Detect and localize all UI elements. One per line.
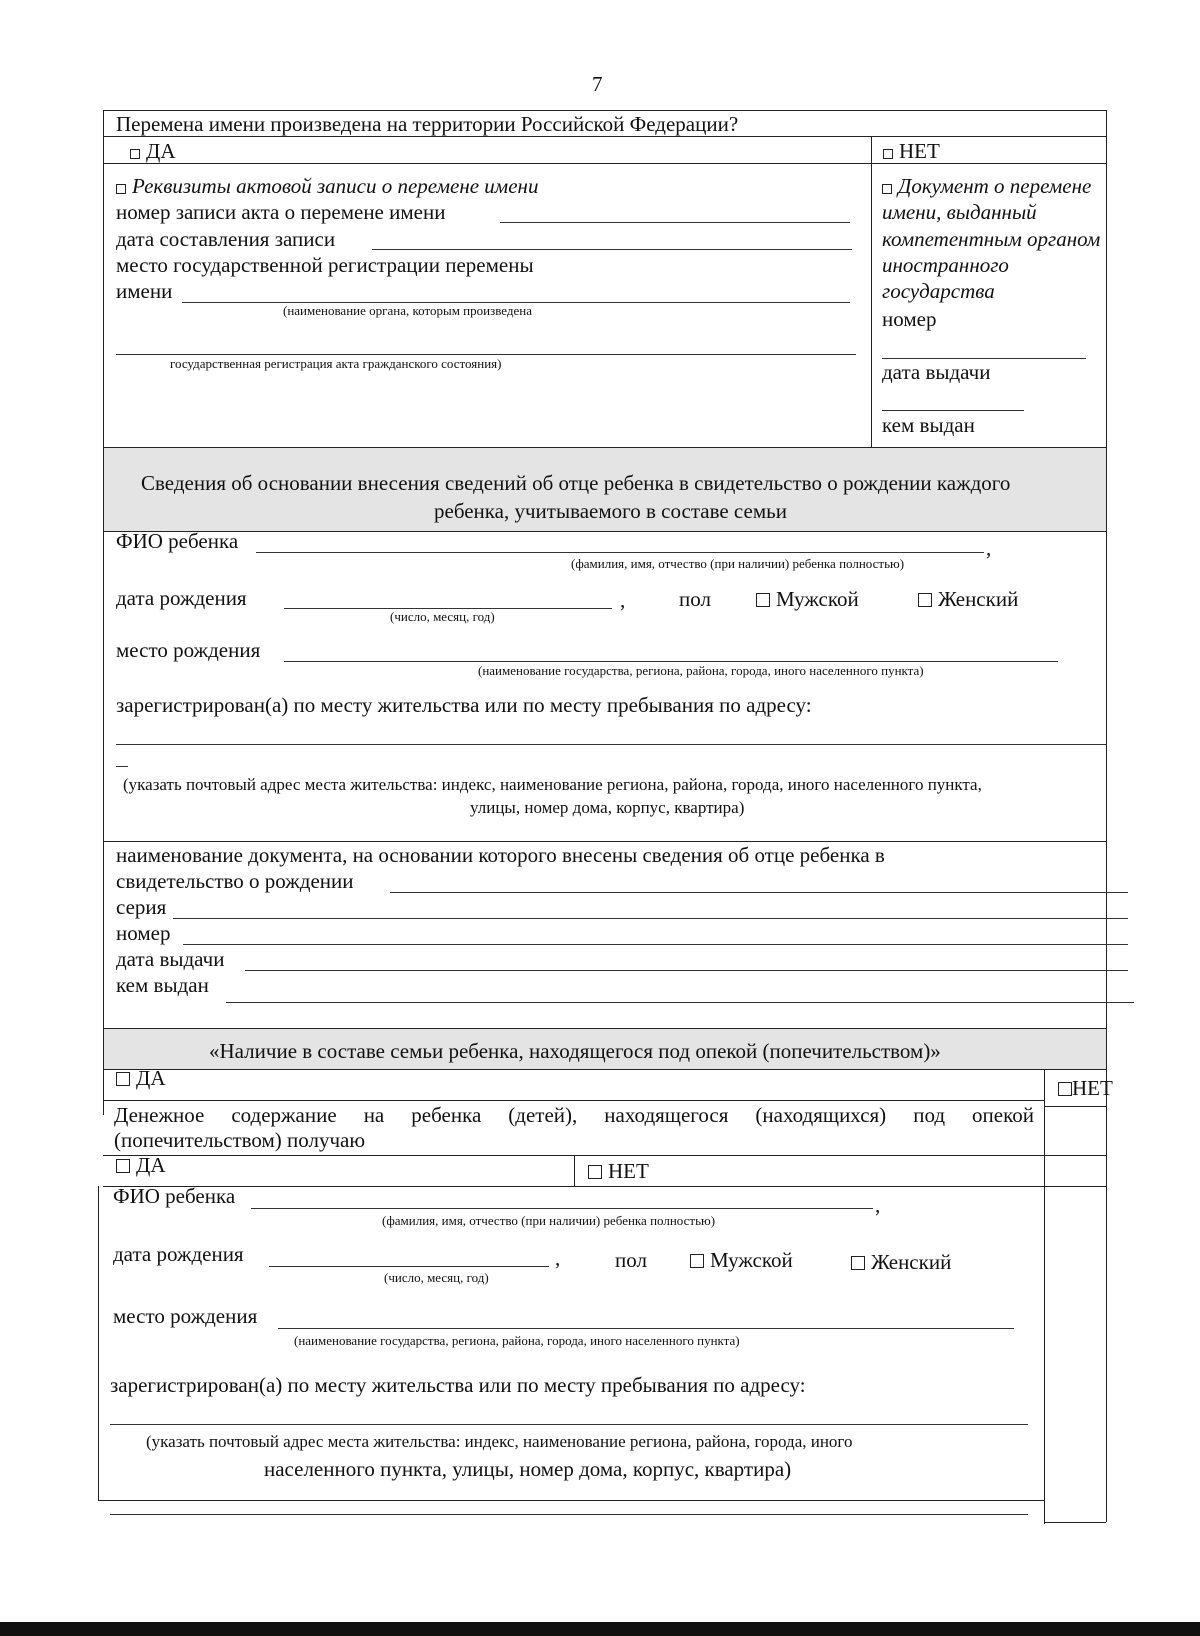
checkbox-icon[interactable] xyxy=(756,593,770,607)
male-label: Мужской xyxy=(776,587,859,611)
record-number-field[interactable] xyxy=(500,222,850,223)
foreign-doc-date-label: дата выдачи xyxy=(882,360,991,384)
doc-name-label-cont: свидетельство о рождении xyxy=(116,869,354,893)
no-label: НЕТ xyxy=(899,139,940,163)
ward-sex-male-option[interactable] xyxy=(690,1248,793,1272)
checkbox-icon[interactable] xyxy=(1058,1082,1072,1096)
reg-place-label: место государственной регистрации перемены xyxy=(116,253,534,277)
address-field[interactable] xyxy=(116,744,1106,745)
doc-series-field[interactable] xyxy=(173,918,1128,919)
ward-birth-place-hint: (наименование государства, региона, района, города, иного населенного пункта) xyxy=(294,1333,740,1348)
foreign-doc-option[interactable] xyxy=(882,174,1091,198)
ward-birth-date-label: дата рождения xyxy=(113,1242,244,1266)
foreign-doc-title: государства xyxy=(882,279,995,303)
birth-date-label: дата рождения xyxy=(116,586,247,610)
female-label: Женский xyxy=(938,587,1019,611)
checkbox-icon[interactable] xyxy=(882,184,892,194)
yes-label: ДА xyxy=(136,1153,166,1177)
ward-name-label: ФИО ребенка xyxy=(113,1184,236,1208)
reg-place-hint: (наименование органа, которым произведена xyxy=(283,303,532,318)
reg-place-field-2[interactable] xyxy=(116,354,856,355)
comma: , xyxy=(986,536,992,560)
doc-issue-date-label: дата выдачи xyxy=(116,947,225,971)
doc-series-label: серия xyxy=(116,895,167,919)
ward-sex-female-option[interactable] xyxy=(851,1250,951,1274)
doc-issue-date-field[interactable] xyxy=(245,970,1128,971)
foreign-doc-number-field[interactable] xyxy=(882,358,1086,359)
comma: , xyxy=(620,588,626,612)
allowance-yes-option[interactable] xyxy=(116,1153,166,1177)
table-border xyxy=(98,1500,1044,1501)
birth-place-label: место рождения xyxy=(116,638,261,662)
table-border xyxy=(103,110,104,1115)
table-border xyxy=(574,1155,575,1186)
section3-header: «Наличие в составе семьи ребенка, находящегося под опекой (попечительством)» xyxy=(209,1039,941,1063)
ward-registered-label: зарегистрирован(а) по месту жительства или по месту пребывания по адресу: xyxy=(110,1373,806,1397)
comma: , xyxy=(875,1193,881,1217)
birth-place-field[interactable] xyxy=(284,661,1058,662)
child-name-label: ФИО ребенка xyxy=(116,529,239,553)
ward-sex-label: пол xyxy=(615,1248,647,1272)
record-details-option[interactable] xyxy=(116,174,538,198)
birth-place-hint: (наименование государства, региона, района, города, иного населенного пункта) xyxy=(478,663,924,678)
reg-place-hint-2: государственная регистрация акта гражданского состояния) xyxy=(170,356,502,371)
doc-number-field[interactable] xyxy=(183,944,1128,945)
table-border xyxy=(98,1186,99,1500)
table-border xyxy=(1044,1106,1106,1107)
checkbox-icon[interactable] xyxy=(130,149,140,159)
doc-name-field[interactable] xyxy=(390,892,1128,893)
record-number-label: номер записи акта о перемене имени xyxy=(116,200,446,224)
doc-number-label: номер xyxy=(116,921,171,945)
female-label: Женский xyxy=(871,1250,952,1274)
foreign-doc-title: компетентным органом xyxy=(882,227,1101,251)
checkbox-icon[interactable] xyxy=(116,184,126,194)
table-border xyxy=(871,136,872,447)
ward-birth-place-field[interactable] xyxy=(278,1328,1014,1329)
foreign-doc-title: иностранного xyxy=(882,253,1009,277)
checkbox-icon[interactable] xyxy=(116,1159,130,1173)
checkbox-icon[interactable] xyxy=(690,1254,704,1268)
record-date-label: дата составления записи xyxy=(116,227,336,251)
guardianship-yes-option[interactable] xyxy=(116,1066,166,1090)
ward-birth-date-hint: (число, месяц, год) xyxy=(384,1270,489,1285)
reg-place-label-cont: имени xyxy=(116,279,173,303)
table-border xyxy=(1044,1069,1045,1524)
doc-issuer-label: кем выдан xyxy=(116,973,209,997)
section2-header-cont: ребенка, учитываемого в составе семьи xyxy=(434,499,787,523)
allowance-question: Денежное содержание на ребенка (детей), находящегося (находящихся) под опекой xyxy=(114,1103,1034,1127)
table-border xyxy=(103,1069,1106,1070)
allowance-question-cont: (попечительством) получаю xyxy=(114,1128,366,1152)
foreign-doc-issuer-label: кем выдан xyxy=(882,413,975,437)
sex-male-option[interactable] xyxy=(756,587,859,611)
yes-label: ДА xyxy=(146,139,176,163)
sex-label: пол xyxy=(679,587,711,611)
registered-label: зарегистрирован(а) по месту жительства или по месту пребывания по адресу: xyxy=(116,693,812,717)
no-label: НЕТ xyxy=(608,1159,649,1183)
ward-address-hint-cont: населенного пункта, улицы, номер дома, корпус, квартира) xyxy=(264,1457,792,1481)
table-border xyxy=(103,136,1106,137)
yes-label: ДА xyxy=(136,1066,166,1090)
birth-date-hint: (число, месяц, год) xyxy=(390,609,495,624)
checkbox-icon[interactable] xyxy=(851,1256,865,1270)
child-name-hint: (фамилия, имя, отчество (при наличии) ребенка полностью) xyxy=(571,556,905,571)
table-border xyxy=(1044,1522,1106,1523)
table-border xyxy=(103,110,1106,111)
ward-address-field-2[interactable] xyxy=(110,1514,1028,1515)
ward-birth-date-field[interactable] xyxy=(269,1266,549,1267)
doc-issuer-field[interactable] xyxy=(226,1002,1134,1003)
ward-address-field[interactable] xyxy=(110,1424,1028,1425)
record-date-field[interactable] xyxy=(372,249,852,250)
foreign-doc-date-field[interactable] xyxy=(882,410,1024,411)
table-border xyxy=(103,531,1106,532)
sex-female-option[interactable] xyxy=(918,587,1018,611)
guardianship-no-option[interactable] xyxy=(1058,1076,1113,1100)
ward-birth-place-label: место рождения xyxy=(113,1304,258,1328)
no-label: НЕТ xyxy=(1072,1076,1113,1100)
checkbox-icon[interactable] xyxy=(918,593,932,607)
allowance-no-option[interactable] xyxy=(588,1159,649,1183)
address-field-mark xyxy=(116,766,128,767)
doc-name-label: наименование документа, на основании которого внесены сведения об отце ребенка в xyxy=(116,843,885,867)
ward-name-field[interactable] xyxy=(251,1208,873,1209)
name-change-yes-option[interactable] xyxy=(130,139,176,163)
page-number: 7 xyxy=(592,72,603,96)
table-border xyxy=(103,1186,1106,1187)
section2-header: Сведения об основании внесения сведений об отце ребенка в свидетельство о рождении каждого xyxy=(141,471,1011,495)
ward-address-hint: (указать почтовый адрес места жительства: индекс, наименование региона, района, города, иного xyxy=(146,1432,853,1451)
table-border xyxy=(1106,110,1107,1522)
checkbox-icon[interactable] xyxy=(116,1072,130,1086)
table-border xyxy=(103,841,1106,842)
ward-name-hint: (фамилия, имя, отчество (при наличии) ребенка полностью) xyxy=(382,1213,716,1228)
child-name-field[interactable] xyxy=(256,552,984,553)
foreign-doc-title: имени, выданный xyxy=(882,200,1037,224)
scan-edge xyxy=(0,1622,1200,1636)
foreign-doc-number-label: номер xyxy=(882,307,937,331)
checkbox-icon[interactable] xyxy=(588,1165,602,1179)
comma: , xyxy=(555,1246,561,1270)
checkbox-icon[interactable] xyxy=(883,149,893,159)
table-border xyxy=(103,1100,1044,1101)
table-border xyxy=(103,163,1106,164)
record-details-title: Реквизиты актовой записи о перемене имени xyxy=(132,174,539,198)
foreign-doc-title: Документ о перемене xyxy=(898,174,1092,198)
name-change-no-option[interactable] xyxy=(883,139,940,163)
address-hint-cont: улицы, номер дома, корпус, квартира) xyxy=(470,798,745,817)
address-hint: (указать почтовый адрес места жительства: индекс, наименование региона, района, города, иного населенного пункта, xyxy=(123,775,982,794)
name-change-question: Перемена имени произведена на территории Российской Федерации? xyxy=(116,112,739,136)
male-label: Мужской xyxy=(710,1248,793,1272)
table-border xyxy=(103,1155,1106,1156)
